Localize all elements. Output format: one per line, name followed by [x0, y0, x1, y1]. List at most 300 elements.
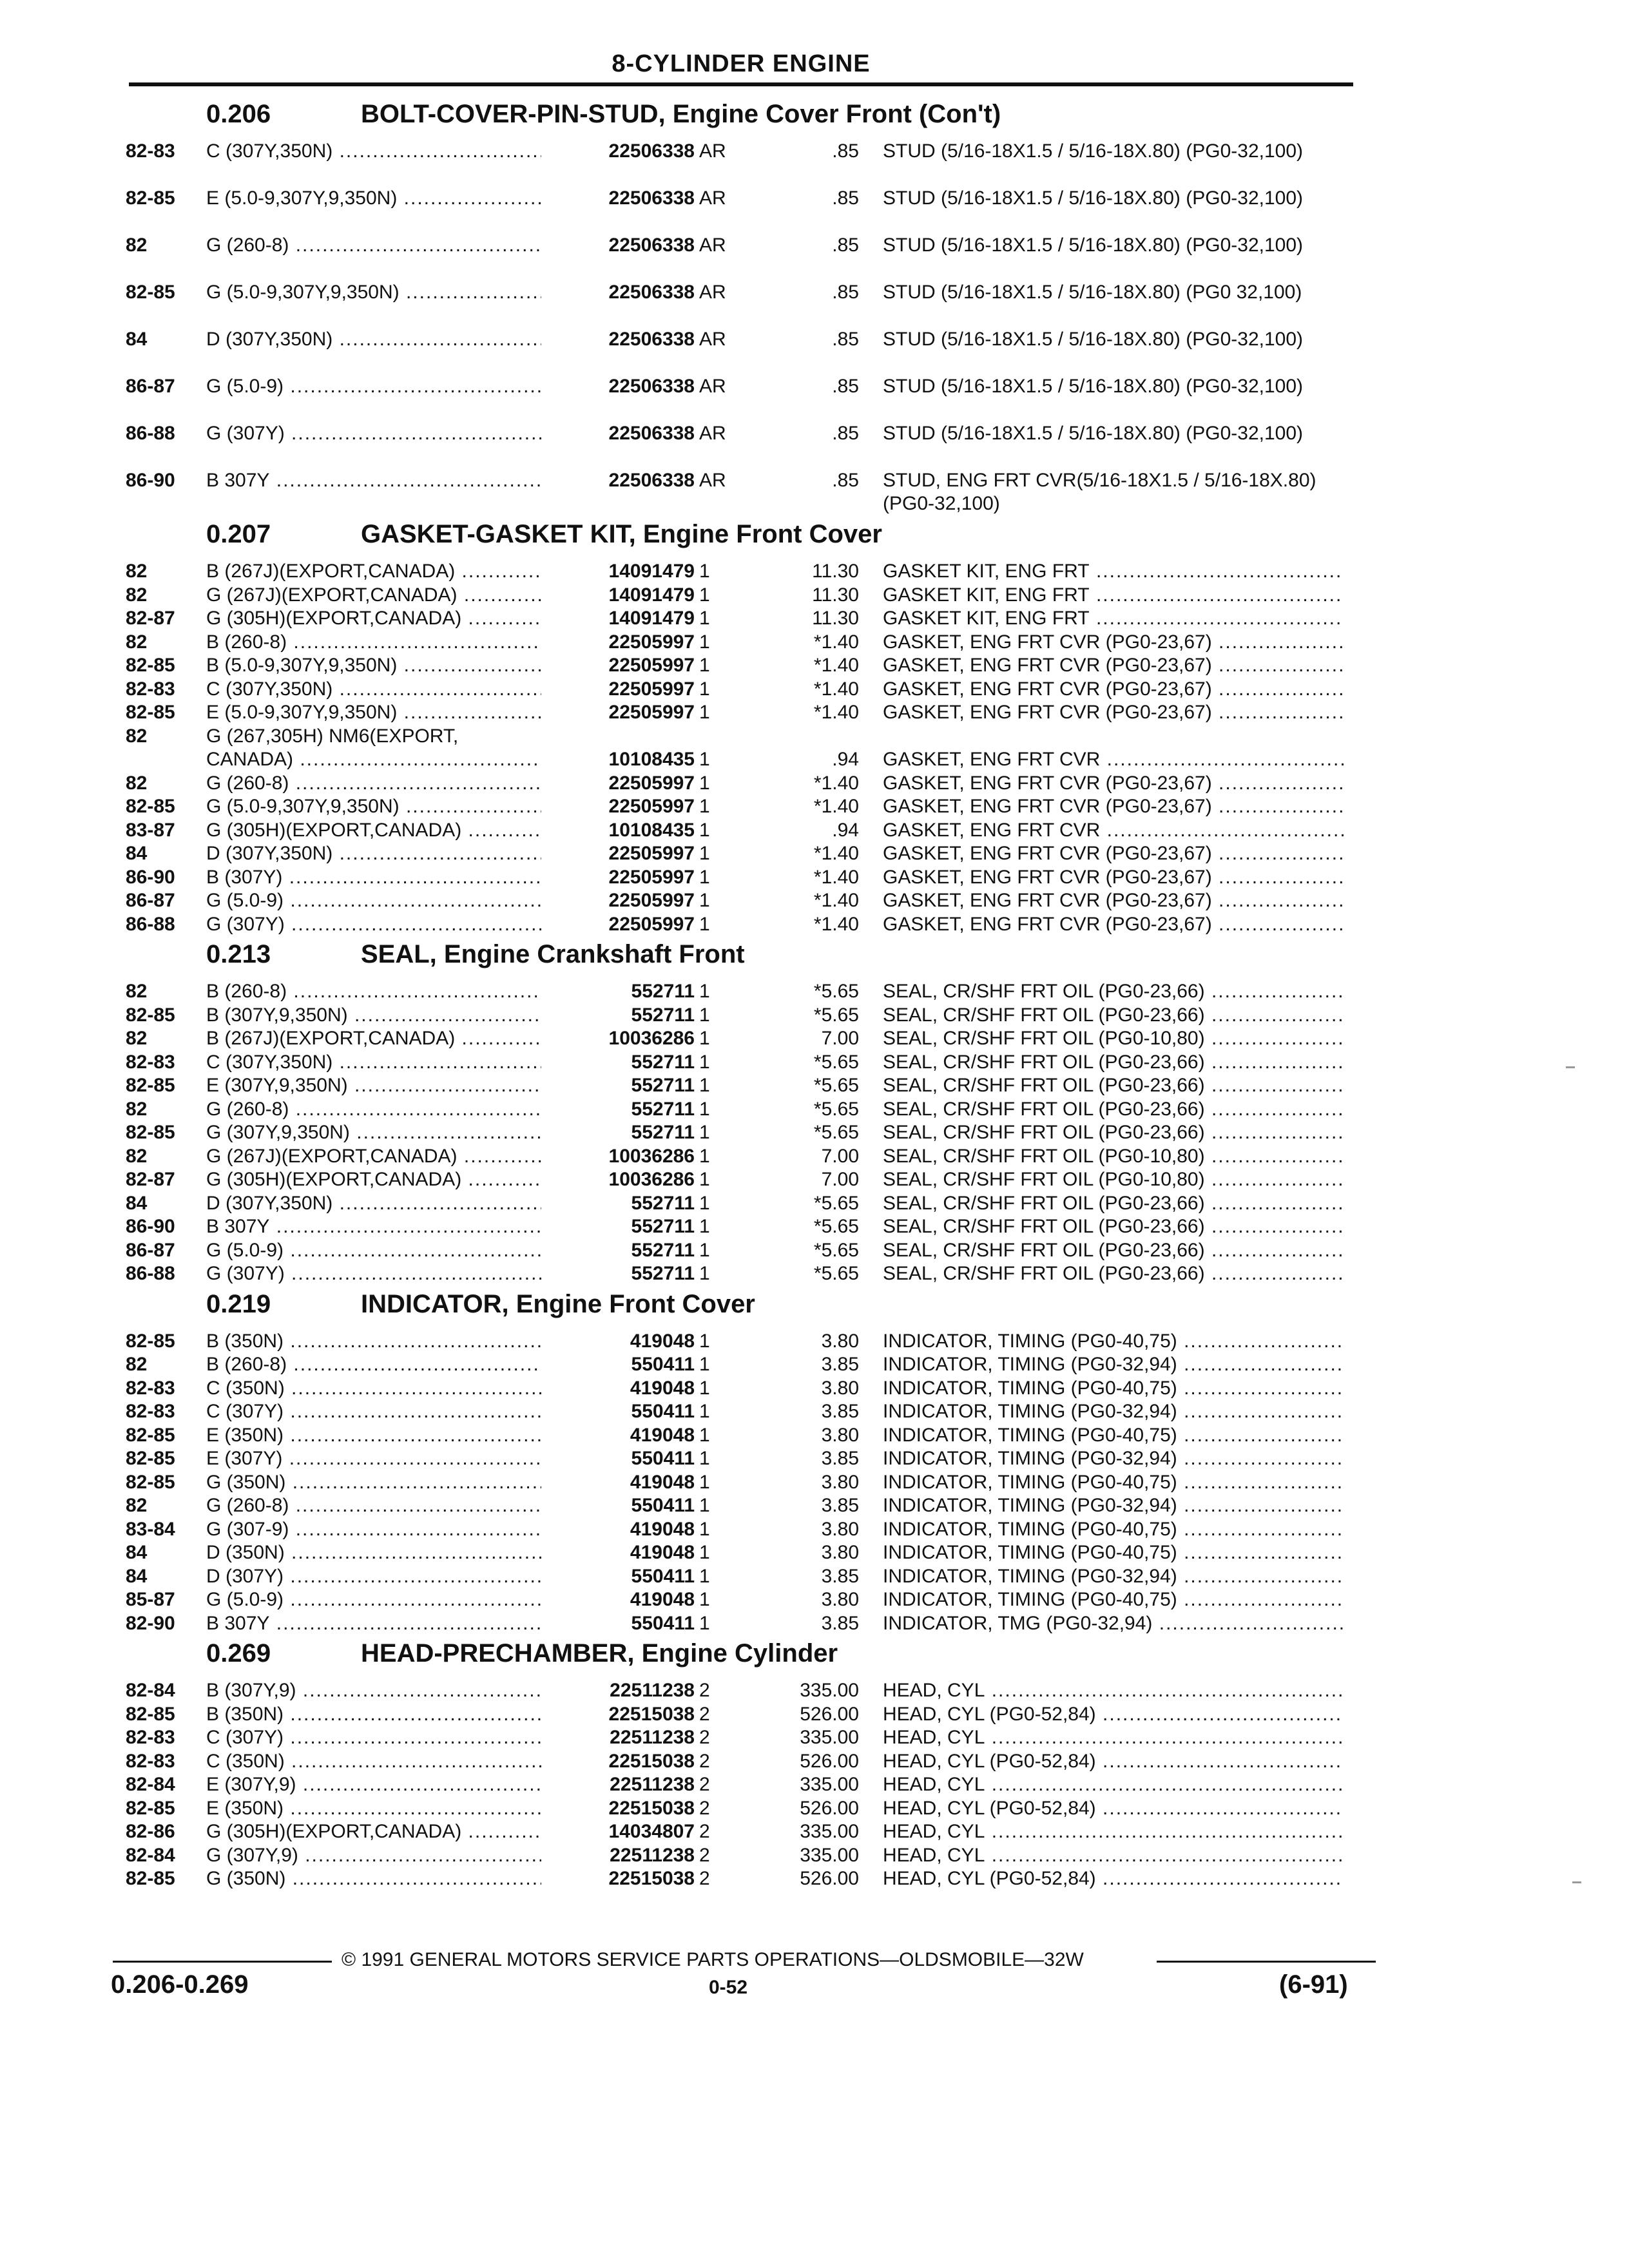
section-title [0, 1639, 1629, 1670]
description: GASKET, ENG FRT CVR (PG0-23,67) ..... [883, 654, 1344, 677]
footer-rule-right [1157, 1961, 1376, 1963]
description: GASKET, ENG FRT CVR (PG0-23,67) ..... [883, 631, 1344, 654]
description: SEAL, CR/SHF FRT OIL (PG0-23,66) ..... [883, 1051, 1344, 1074]
quantity: 1 [699, 772, 710, 794]
part-row [0, 140, 1629, 186]
part-number: 419048 [626, 1424, 695, 1447]
application: B (267J)(EXPORT,CANADA) ..... [206, 560, 541, 583]
part-number: 419048 [626, 1541, 695, 1564]
description: STUD (5/16-18X1.5 / 5/16-18X.80) (PG0-32,100) [883, 329, 1304, 350]
model-years: 86-90 [126, 1216, 175, 1237]
application: G (307Y,9,350N) ..... [206, 1121, 541, 1144]
part-row [0, 1262, 1629, 1285]
part-row [0, 866, 1629, 889]
part-row [0, 1447, 1629, 1470]
description: GASKET, ENG FRT CVR (PG0-23,67) ..... [883, 913, 1344, 936]
part-number: 14091479 [605, 607, 695, 630]
application: G (5.0-9) ..... [206, 889, 541, 912]
model-years: 82-85 [126, 282, 175, 303]
quantity: 1 [699, 1145, 710, 1167]
application: B 307Y ..... [206, 469, 541, 492]
description: INDICATOR, TIMING (PG0-40,75) ..... [883, 1471, 1344, 1494]
part-number: 22505997 [605, 654, 695, 677]
model-years: 82 [126, 1098, 148, 1120]
model-years: 82-90 [126, 1612, 175, 1634]
description: GASKET, ENG FRT CVR (PG0-23,67) ..... [883, 889, 1344, 912]
quantity: 1 [699, 561, 710, 582]
section-title [0, 100, 1629, 131]
description: SEAL, CR/SHF FRT OIL (PG0-23,66) ..... [883, 980, 1344, 1003]
quantity: AR [699, 187, 726, 209]
quantity: 1 [699, 1589, 710, 1610]
application: CANADA) ..... [206, 748, 541, 771]
model-years: 82-85 [126, 1122, 175, 1143]
application: E (5.0-9,307Y,9,350N) ..... [206, 701, 541, 724]
page-title: 8-CYLINDER ENGINE [612, 50, 871, 77]
application: G (260-8) ..... [206, 1494, 541, 1517]
quantity: 2 [699, 1680, 710, 1701]
part-number: 22505997 [605, 889, 695, 912]
section-title [0, 520, 1629, 551]
price: 3.80 [821, 1589, 859, 1610]
part-number: 550411 [628, 1565, 695, 1588]
description: GASKET, ENG FRT CVR ..... [883, 748, 1344, 771]
part-row [0, 1565, 1629, 1588]
description: HEAD, CYL (PG0-52,84) ..... [883, 1750, 1344, 1773]
quantity: 1 [699, 608, 710, 629]
model-years: 86-90 [126, 470, 175, 491]
description: GASKET, ENG FRT CVR (PG0-23,67) ..... [883, 701, 1344, 724]
model-years: 86-90 [126, 866, 175, 888]
quantity: 1 [699, 843, 710, 864]
quantity: 1 [699, 1471, 710, 1493]
price: 335.00 [800, 1727, 859, 1748]
application: G (307Y,9) ..... [206, 1844, 541, 1867]
part-number: 22505997 [605, 701, 695, 724]
application: G (260-8) ..... [206, 1098, 541, 1121]
part-row [0, 748, 1629, 771]
quantity: 1 [699, 631, 710, 653]
part-number: 22506338 [605, 234, 695, 257]
price: 3.80 [821, 1330, 859, 1352]
quantity: 1 [699, 1518, 710, 1540]
section-number: 0.207 [206, 520, 271, 548]
price: *5.65 [813, 1098, 859, 1120]
part-row [0, 1867, 1629, 1890]
description: INDICATOR, TIMING (PG0-40,75) ..... [883, 1541, 1344, 1564]
description: GASKET, ENG FRT CVR (PG0-23,67) ..... [883, 866, 1344, 889]
price: 3.85 [821, 1448, 859, 1469]
part-row [0, 1145, 1629, 1168]
part-number: 10108435 [605, 819, 695, 842]
section-number: 0.219 [206, 1289, 271, 1318]
model-years: 82-83 [126, 1750, 175, 1772]
part-number: 22505997 [605, 866, 695, 889]
quantity: AR [699, 140, 726, 162]
part-number: 10036286 [605, 1027, 695, 1050]
part-row [0, 1518, 1629, 1541]
part-number: 22515038 [605, 1750, 695, 1773]
footer-copyright: © 1991 GENERAL MOTORS SERVICE PARTS OPERATIONS—OLDSMOBILE—32W [342, 1949, 1084, 1970]
part-row [0, 1192, 1629, 1215]
part-row [0, 1703, 1629, 1726]
section-name: SEAL, Engine Crankshaft Front [361, 940, 745, 968]
quantity: AR [699, 235, 726, 256]
part-row [0, 1377, 1629, 1400]
model-years: 82-84 [126, 1844, 175, 1866]
application: G (350N) ..... [206, 1867, 541, 1890]
application: G (260-8) ..... [206, 234, 541, 257]
application: G (307Y) ..... [206, 913, 541, 936]
part-number: 550411 [628, 1400, 695, 1423]
price: .85 [832, 187, 859, 209]
part-number: 419048 [626, 1518, 695, 1541]
model-years: 82-85 [126, 1330, 175, 1352]
part-row [0, 1679, 1629, 1702]
part-row [0, 1424, 1629, 1447]
price: .85 [832, 140, 859, 162]
section-name: GASKET-GASKET KIT, Engine Front Cover [361, 520, 882, 548]
model-years: 82 [126, 584, 148, 606]
price: 7.00 [821, 1169, 859, 1190]
model-years: 84 [126, 1565, 148, 1587]
quantity: 1 [699, 1263, 710, 1284]
part-row [0, 701, 1629, 724]
section-title [0, 940, 1629, 971]
price: *5.65 [813, 1122, 859, 1143]
price: .85 [832, 423, 859, 444]
quantity: 1 [699, 981, 710, 1002]
application: G (307Y) ..... [206, 422, 541, 445]
model-years: 82-85 [126, 1004, 175, 1026]
price: *1.40 [813, 866, 859, 888]
description: HEAD, CYL (PG0-52,84) ..... [883, 1867, 1344, 1890]
description: GASKET, ENG FRT CVR (PG0-23,67) ..... [883, 678, 1344, 701]
part-number: 552711 [628, 1121, 695, 1144]
header-rule [129, 82, 1353, 86]
part-number: 552711 [628, 1239, 695, 1262]
quantity: 2 [699, 1844, 710, 1866]
price: *5.65 [813, 1004, 859, 1026]
model-years: 82-85 [126, 655, 175, 676]
part-row [0, 1168, 1629, 1191]
footer-section-range: 0.206-0.269 [111, 1970, 249, 1999]
part-number: 552711 [628, 1262, 695, 1285]
model-years: 82-84 [126, 1774, 175, 1795]
part-row [0, 678, 1629, 701]
quantity: 1 [699, 1377, 710, 1399]
part-number: 552711 [628, 980, 695, 1003]
part-number: 22506338 [605, 140, 695, 163]
part-row [0, 469, 1629, 515]
description: GASKET KIT, ENG FRT ..... [883, 560, 1344, 583]
quantity: 1 [699, 1424, 710, 1446]
application: E (307Y,9) ..... [206, 1773, 541, 1796]
application: G (5.0-9) ..... [206, 375, 541, 398]
part-row [0, 607, 1629, 630]
quantity: AR [699, 376, 726, 397]
price: 3.85 [821, 1401, 859, 1422]
price: 3.80 [821, 1424, 859, 1446]
application: C (307Y) ..... [206, 1726, 541, 1749]
part-row [0, 913, 1629, 936]
part-number: 22505997 [605, 795, 695, 818]
description: STUD (5/16-18X1.5 / 5/16-18X.80) (PG0-32,100) [883, 140, 1304, 162]
part-number: 552711 [628, 1004, 695, 1027]
price: 526.00 [800, 1868, 859, 1889]
quantity: 1 [699, 1004, 710, 1026]
part-number: 14034807 [605, 1820, 695, 1843]
part-row [0, 1098, 1629, 1121]
quantity: 1 [699, 584, 710, 606]
price: *1.40 [813, 843, 859, 864]
part-row [0, 1844, 1629, 1867]
model-years: 84 [126, 843, 148, 864]
description: HEAD, CYL (PG0-52,84) ..... [883, 1703, 1344, 1726]
model-years: 82-83 [126, 1401, 175, 1422]
price: *5.65 [813, 1075, 859, 1096]
application: G (267,305H) NM6(EXPORT, [206, 725, 459, 747]
model-years: 86-88 [126, 423, 175, 444]
quantity: AR [699, 282, 726, 303]
application: E (350N) ..... [206, 1797, 541, 1820]
price: *1.40 [813, 631, 859, 653]
model-years: 82-87 [126, 608, 175, 629]
description: HEAD, CYL ..... [883, 1773, 1344, 1796]
application: B (307Y) ..... [206, 866, 541, 889]
part-row [0, 654, 1629, 677]
part-number: 552711 [628, 1098, 695, 1121]
part-number: 552711 [628, 1051, 695, 1074]
quantity: AR [699, 329, 726, 350]
part-row [0, 1541, 1629, 1564]
description: INDICATOR, TIMING (PG0-32,94) ..... [883, 1400, 1344, 1423]
price: .85 [832, 235, 859, 256]
model-years: 82 [126, 1028, 148, 1049]
model-years: 82-85 [126, 702, 175, 723]
part-number: 552711 [628, 1192, 695, 1215]
description: HEAD, CYL ..... [883, 1820, 1344, 1843]
application: G (267J)(EXPORT,CANADA) ..... [206, 1145, 541, 1168]
quantity: 1 [699, 678, 710, 700]
part-row [0, 631, 1629, 654]
quantity: 1 [699, 1098, 710, 1120]
part-row [0, 1004, 1629, 1027]
price: *5.65 [813, 1192, 859, 1214]
description: HEAD, CYL ..... [883, 1679, 1344, 1702]
quantity: 1 [699, 1239, 710, 1261]
model-years: 82 [126, 1145, 148, 1167]
part-row [0, 842, 1629, 865]
description: INDICATOR, TIMING (PG0-40,75) ..... [883, 1518, 1344, 1541]
application: C (307Y) ..... [206, 1400, 541, 1423]
price: 526.00 [800, 1797, 859, 1819]
part-row [0, 725, 1629, 748]
quantity: 1 [699, 1192, 710, 1214]
application: D (307Y,350N) ..... [206, 1192, 541, 1215]
quantity: 1 [699, 702, 710, 723]
quantity: 1 [699, 1495, 710, 1516]
part-number: 22506338 [605, 469, 695, 492]
price: *1.40 [813, 913, 859, 935]
part-row [0, 1353, 1629, 1376]
application: E (350N) ..... [206, 1424, 541, 1447]
part-row [0, 281, 1629, 327]
price: *1.40 [813, 655, 859, 676]
model-years: 82-86 [126, 1821, 175, 1842]
application: G (5.0-9,307Y,9,350N) ..... [206, 281, 541, 304]
quantity: 2 [699, 1797, 710, 1819]
scan-mark [1572, 1881, 1581, 1883]
part-row [0, 560, 1629, 583]
price: .85 [832, 282, 859, 303]
application: G (305H)(EXPORT,CANADA) ..... [206, 607, 541, 630]
description: GASKET, ENG FRT CVR (PG0-23,67) ..... [883, 842, 1344, 865]
part-number: 552711 [628, 1074, 695, 1097]
part-number: 22511238 [606, 1773, 695, 1796]
application: E (307Y) ..... [206, 1447, 541, 1470]
quantity: 1 [699, 1216, 710, 1237]
part-number: 22511238 [606, 1679, 695, 1702]
application: G (305H)(EXPORT,CANADA) ..... [206, 1820, 541, 1843]
part-row [0, 1215, 1629, 1238]
part-number: 22506338 [605, 375, 695, 398]
application: C (307Y,350N) ..... [206, 678, 541, 701]
quantity: 1 [699, 890, 710, 911]
application: B (267J)(EXPORT,CANADA) ..... [206, 1027, 541, 1050]
part-number: 22505997 [605, 678, 695, 701]
price: 7.00 [821, 1028, 859, 1049]
part-number: 10108435 [605, 748, 695, 771]
scan-mark [1566, 1066, 1575, 1068]
part-number: 22505997 [605, 842, 695, 865]
part-row [0, 1074, 1629, 1097]
description: SEAL, CR/SHF FRT OIL (PG0-23,66) ..... [883, 1004, 1344, 1027]
price: 335.00 [800, 1821, 859, 1842]
quantity: 1 [699, 749, 710, 770]
description: SEAL, CR/SHF FRT OIL (PG0-23,66) ..... [883, 1239, 1344, 1262]
model-years: 82 [126, 561, 148, 582]
part-number: 419048 [626, 1377, 695, 1400]
part-row [0, 1027, 1629, 1050]
description: SEAL, CR/SHF FRT OIL (PG0-10,80) ..... [883, 1168, 1344, 1191]
application: E (307Y,9,350N) ..... [206, 1074, 541, 1097]
price: *1.40 [813, 772, 859, 794]
quantity: 1 [699, 1401, 710, 1422]
part-row [0, 1797, 1629, 1820]
quantity: 1 [699, 1075, 710, 1096]
section-name: BOLT-COVER-PIN-STUD, Engine Cover Front (Con't) [361, 100, 1001, 128]
description: GASKET, ENG FRT CVR (PG0-23,67) ..... [883, 795, 1344, 818]
quantity: 1 [699, 1028, 710, 1049]
part-number: 10036286 [605, 1168, 695, 1191]
price: 526.00 [800, 1750, 859, 1772]
price: .94 [832, 819, 859, 841]
application: G (307Y) ..... [206, 1262, 541, 1285]
model-years: 82-83 [126, 140, 175, 162]
quantity: 1 [699, 1565, 710, 1587]
description: GASKET, ENG FRT CVR (PG0-23,67) ..... [883, 772, 1344, 795]
description: SEAL, CR/SHF FRT OIL (PG0-23,66) ..... [883, 1121, 1344, 1144]
part-number: 419048 [626, 1471, 695, 1494]
model-years: 86-87 [126, 376, 175, 397]
part-number: 550411 [628, 1494, 695, 1517]
application: C (350N) ..... [206, 1377, 541, 1400]
price: *1.40 [813, 796, 859, 817]
price: 11.30 [812, 561, 859, 582]
description: INDICATOR, TIMING (PG0-40,75) ..... [883, 1330, 1344, 1353]
price: 3.85 [821, 1565, 859, 1587]
application: B 307Y ..... [206, 1612, 541, 1635]
description: INDICATOR, TIMING (PG0-40,75) ..... [883, 1424, 1344, 1447]
model-years: 82 [126, 725, 148, 747]
quantity: 1 [699, 1330, 710, 1352]
description: SEAL, CR/SHF FRT OIL (PG0-23,66) ..... [883, 1215, 1344, 1238]
description: INDICATOR, TIMING (PG0-40,75) ..... [883, 1588, 1344, 1611]
description: GASKET KIT, ENG FRT ..... [883, 584, 1344, 607]
description: INDICATOR, TMG (PG0-32,94) ..... [883, 1612, 1344, 1635]
part-number: 22511238 [606, 1844, 695, 1867]
model-years: 82-83 [126, 1377, 175, 1399]
model-years: 84 [126, 1192, 148, 1214]
model-years: 85-87 [126, 1589, 175, 1610]
part-number: 22506338 [605, 328, 695, 351]
model-years: 82 [126, 981, 148, 1002]
model-years: 83-87 [126, 819, 175, 841]
model-years: 82-85 [126, 796, 175, 817]
part-number: 419048 [626, 1588, 695, 1611]
quantity: 1 [699, 1051, 710, 1073]
application: B (260-8) ..... [206, 631, 541, 654]
application: D (307Y,350N) ..... [206, 328, 541, 351]
part-row [0, 1471, 1629, 1494]
quantity: 2 [699, 1750, 710, 1772]
part-row [0, 1121, 1629, 1144]
part-row [0, 772, 1629, 795]
quantity: AR [699, 470, 726, 491]
part-number: 14091479 [605, 584, 695, 607]
part-row [0, 980, 1629, 1003]
application: C (350N) ..... [206, 1750, 541, 1773]
price: 3.80 [821, 1542, 859, 1563]
quantity: 1 [699, 1448, 710, 1469]
price: *1.40 [813, 678, 859, 700]
application: C (307Y,350N) ..... [206, 1051, 541, 1074]
model-years: 82 [126, 631, 148, 653]
part-number: 22506338 [605, 422, 695, 445]
description: GASKET, ENG FRT CVR ..... [883, 819, 1344, 842]
description: STUD, ENG FRT CVR(5/16-18X1.5 / 5/16-18X.80) (PG0-32,100) [883, 470, 1316, 514]
application: B (350N) ..... [206, 1703, 541, 1726]
quantity: 2 [699, 1821, 710, 1842]
model-years: 82-85 [126, 1075, 175, 1096]
quantity: 2 [699, 1774, 710, 1795]
model-years: 82-83 [126, 678, 175, 700]
part-number: 14091479 [605, 560, 695, 583]
application: E (5.0-9,307Y,9,350N) ..... [206, 187, 541, 210]
part-row [0, 1330, 1629, 1353]
application: B (5.0-9,307Y,9,350N) ..... [206, 654, 541, 677]
model-years: 82 [126, 772, 148, 794]
quantity: 2 [699, 1703, 710, 1725]
application: B (260-8) ..... [206, 1353, 541, 1376]
model-years: 82-85 [126, 1703, 175, 1725]
description: SEAL, CR/SHF FRT OIL (PG0-10,80) ..... [883, 1145, 1344, 1168]
part-number: 550411 [628, 1447, 695, 1470]
part-number: 22515038 [605, 1797, 695, 1820]
quantity: 1 [699, 819, 710, 841]
application: B (260-8) ..... [206, 980, 541, 1003]
